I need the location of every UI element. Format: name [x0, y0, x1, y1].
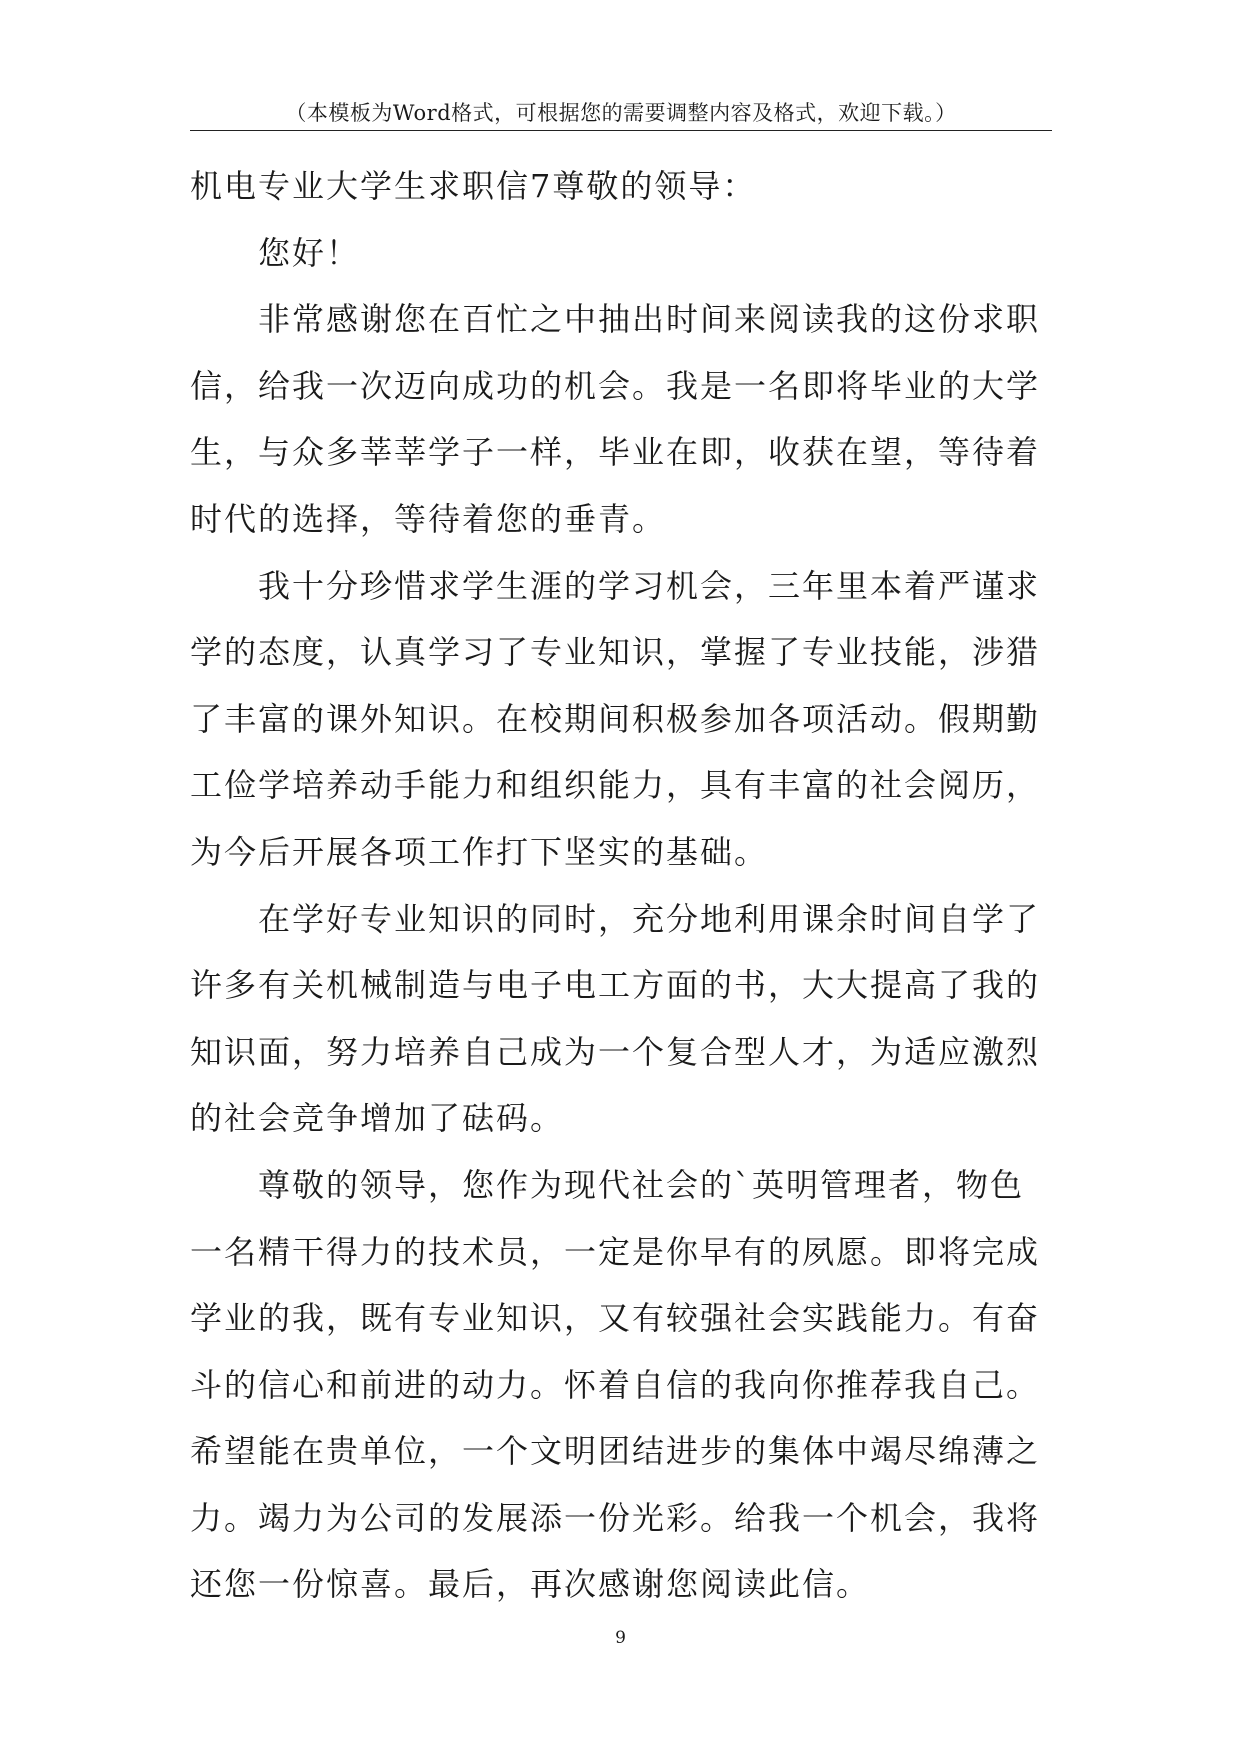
header-note: （本模板为Word格式，可根据您的需要调整内容及格式，欢迎下载。） — [285, 101, 957, 125]
letter-paragraph-2: 我十分珍惜求学生涯的学习机会，三年里本着严谨求学的态度，认真学习了专业知识，掌握了专业技能，涉猎了丰富的课外知识。在校期间积极参加各项活动。假期勤工俭学培养动手能力和组织能力，具有丰富的社会阅历，为今后开展各项工作打下坚实的基础。 — [190, 566, 1041, 871]
letter-title-line: 机电专业大学生求职信7尊敬的领导： — [190, 167, 757, 205]
letter-greeting: 您好！ — [258, 233, 361, 272]
letter-paragraph-3: 在学好专业知识的同时，充分地利用课余时间自学了许多有关机械制造与电子电工方面的书，大大提高了我的知识面，努力培养自己成为一个复合型人才，为适应激烈的社会竞争增加了砝码。 — [190, 899, 1041, 1138]
letter-body — [190, 153, 1052, 1618]
letter-paragraph-1: 非常感谢您在百忙之中抽出时间来阅读我的这份求职信，给我一次迈向成功的机会。我是一名即将毕业的大学生，与众多莘莘学子一样，毕业在即，收获在望，等待着时代的选择，等待着您的垂青。 — [190, 300, 1041, 538]
letter-paragraph-4: 尊敬的领导，您作为现代社会的`英明管理者，物色一名精干得力的技术员，一定是你早有的夙愿。即将完成学业的我，既有专业知识，又有较强社会实践能力。有奋斗的信心和前进的动力。怀着自信的我向你推荐我自己。希望能在贵单位，一个文明团结进步的集体中竭尽绵薄之力。竭力为公司的发展添一份光彩。给我一个机会，我将还您一份惊喜。最后，再次感谢您阅读此信。 — [190, 1165, 1041, 1604]
header-divider — [190, 130, 1052, 131]
page-number: 9 — [615, 1628, 626, 1648]
